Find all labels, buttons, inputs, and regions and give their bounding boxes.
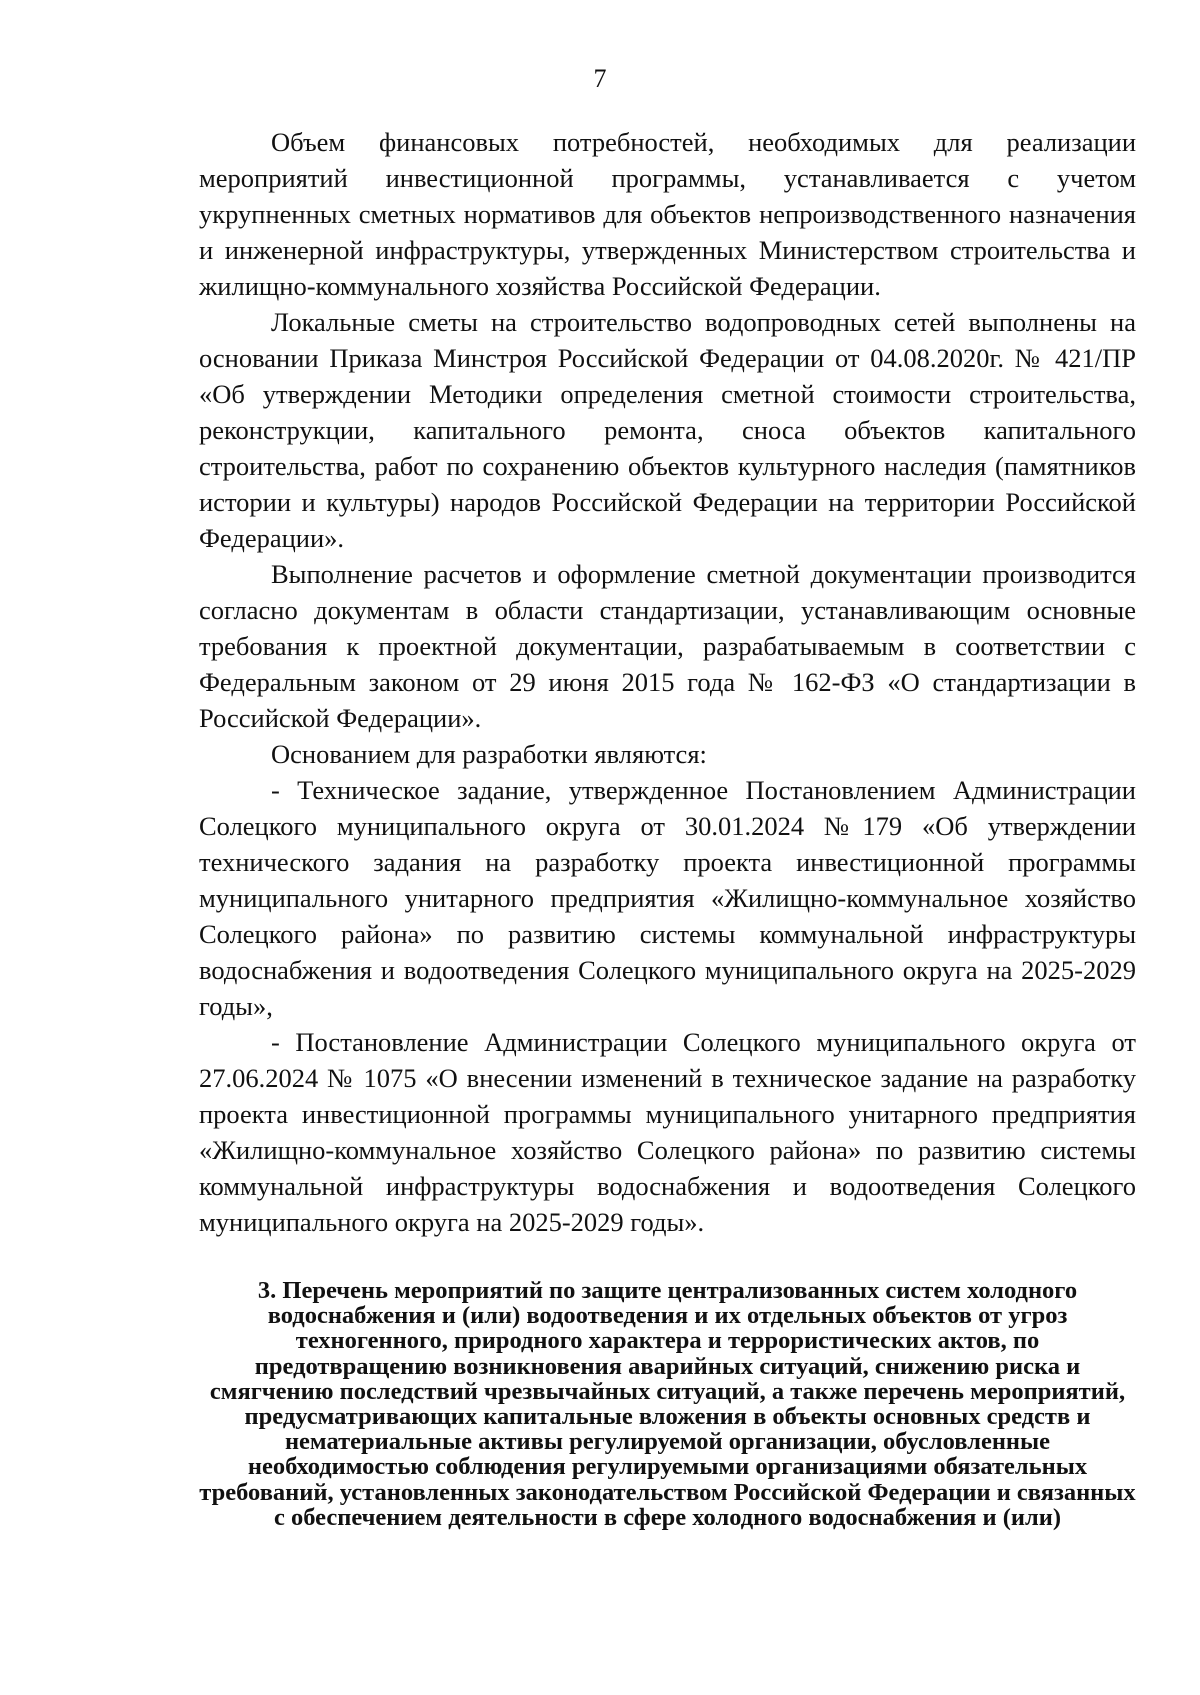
- paragraph-calculations: Выполнение расчетов и оформление сметной документации производится согласно документам в области стандартизации, устанавливающим основные требования к проектной документации, разрабатываемым в соответствии с Федеральным законом от 29 июня 2015 года № 162-ФЗ «О стандартизации в Российской Федерации».: [199, 559, 1136, 733]
- paragraph-financial-needs: Объем финансовых потребностей, необходимых для реализации мероприятий инвестиционной программы, устанавливается с учетом укрупненных сметных нормативов для объектов непроизводственного назначения и инженерной инфраструктуры, утвержденных Министерством строительства и жилищно-коммунального хозяйства Российской Федерации.: [199, 127, 1136, 301]
- paragraph-basis-intro: Основанием для разработки являются:: [271, 739, 707, 769]
- section-heading: 3. Перечень мероприятий по защите централизованных систем холодного водоснабжения и (или) водоотведения и их отдельных объектов от угроз техногенного, природного характера и террористических актов, по предотвращению возникновения аварийных ситуаций, снижению риска и смягчению последствий чрезвычайных ситуаций, а также перечень мероприятий, предусматривающих капитальные вложения в объекты основных средств и нематериальные активы регулируемой организации, обусловленные необходимостью соблюдения регулируемыми организациями обязательных требований, установленных законодательством Российской Федерации и связанных с обеспечением деятельности в сфере холодного водоснабжения и (или): [199, 1277, 1136, 1531]
- document-body: [199, 124, 1136, 1240]
- page-number: 7: [593, 64, 607, 93]
- list-item-resolution: - Постановление Администрации Солецкого муниципального округа от 27.06.2024 № 1075 «О внесении изменений в техническое задание на разработку проекта инвестиционной программы муниципального унитарного предприятия «Жилищно-коммунальное хозяйство Солецкого района» по развитию системы коммунальной инфраструктуры водоснабжения и водоотведения Солецкого муниципального округа на 2025-2029 годы».: [199, 1027, 1136, 1237]
- paragraph-local-estimates: Локальные сметы на строительство водопроводных сетей выполнены на основании Приказа Минстроя Российской Федерации от 04.08.2020г. № 421/ПР «Об утверждении Методики определения сметной стоимости строительства, реконструкции, капитального ремонта, сноса объектов капитального строительства, работ по сохранению объектов культурного наследия (памятников истории и культуры) народов Российской Федерации на территории Российской Федерации».: [199, 307, 1136, 553]
- list-item-technical-task: - Техническое задание, утвержденное Постановлением Администрации Солецкого муниципального округа от 30.01.2024 №179 «Об утверждении технического задания на разработку проекта инвестиционной программы муниципального унитарного предприятия «Жилищно-коммунальное хозяйство Солецкого района» по развитию системы коммунальной инфраструктуры водоснабжения и водоотведения Солецкого муниципального округа на 2025-2029 годы»,: [199, 775, 1136, 1021]
